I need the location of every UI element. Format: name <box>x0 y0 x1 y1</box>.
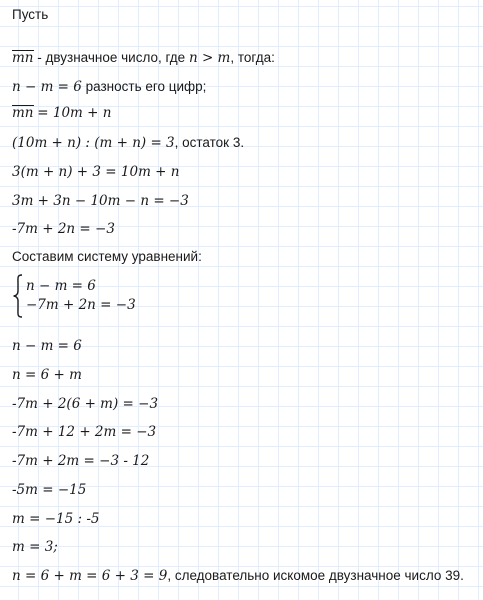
division-text: , остаток 3. <box>174 135 245 150</box>
equation-line <box>12 192 189 210</box>
intro-word <box>12 6 48 24</box>
system-equation-2: −7m + 2n = −3 <box>26 297 136 313</box>
equation-line <box>12 510 99 528</box>
digit-difference-equation: n − m = 6 <box>12 79 82 95</box>
digit-difference-text: разность его цифр; <box>81 79 207 94</box>
definition-text: - двузначное число, где <box>37 50 186 65</box>
curly-brace-icon <box>12 274 24 318</box>
definition-end: , тогда: <box>230 50 275 65</box>
equation-line <box>12 481 86 499</box>
inequality: n > m <box>188 50 231 66</box>
conclusion-line <box>12 567 464 585</box>
equation-line <box>12 220 115 238</box>
equation-5: n = 6 + m <box>12 367 82 383</box>
equation-line <box>12 366 82 384</box>
equation-line <box>12 337 82 355</box>
conclusion-equation: n = 6 + m = 6 + 3 = 9 <box>12 568 168 584</box>
equation-line <box>12 452 149 470</box>
system-heading <box>12 248 202 266</box>
equation-line <box>12 538 58 556</box>
equation-4: n − m = 6 <box>12 338 82 354</box>
equation-10: m = −15 : -5 <box>12 511 100 527</box>
equation-11: m = 3; <box>12 539 58 555</box>
equation-1: 3(m + n) + 3 = 10m + n <box>12 164 180 180</box>
number-expansion: = 10m + n <box>37 105 112 121</box>
division-line <box>12 134 244 152</box>
number-expansion-line <box>12 104 111 122</box>
equation-line <box>12 395 158 413</box>
equation-7: -7m + 12 + 2m = −3 <box>12 424 157 440</box>
intro-text: Пусть <box>12 7 49 22</box>
equation-6: -7m + 2(6 + m) = −3 <box>12 396 159 412</box>
system-heading-text: Составим систему уравнений: <box>12 249 202 264</box>
division-equation: (10m + n) : (m + n) = 3 <box>12 135 175 151</box>
conclusion-text: , следовательно искомое двузначное число 39. <box>167 568 464 583</box>
definition-line <box>12 49 275 67</box>
equation-2: 3m + 3n − 10m − n = −3 <box>12 193 189 209</box>
equation-line <box>12 423 156 441</box>
two-digit-number-notation: mn <box>12 50 34 66</box>
digit-difference-line <box>12 78 206 96</box>
number-notation: mn <box>12 105 34 121</box>
equation-8: -7m + 2m = −3 - 12 <box>12 453 150 469</box>
system-equation-1: n − m = 6 <box>26 278 96 294</box>
equation-9: -5m = −15 <box>12 482 87 498</box>
equation-line <box>12 163 179 181</box>
equation-3: -7m + 2n = −3 <box>12 221 115 237</box>
